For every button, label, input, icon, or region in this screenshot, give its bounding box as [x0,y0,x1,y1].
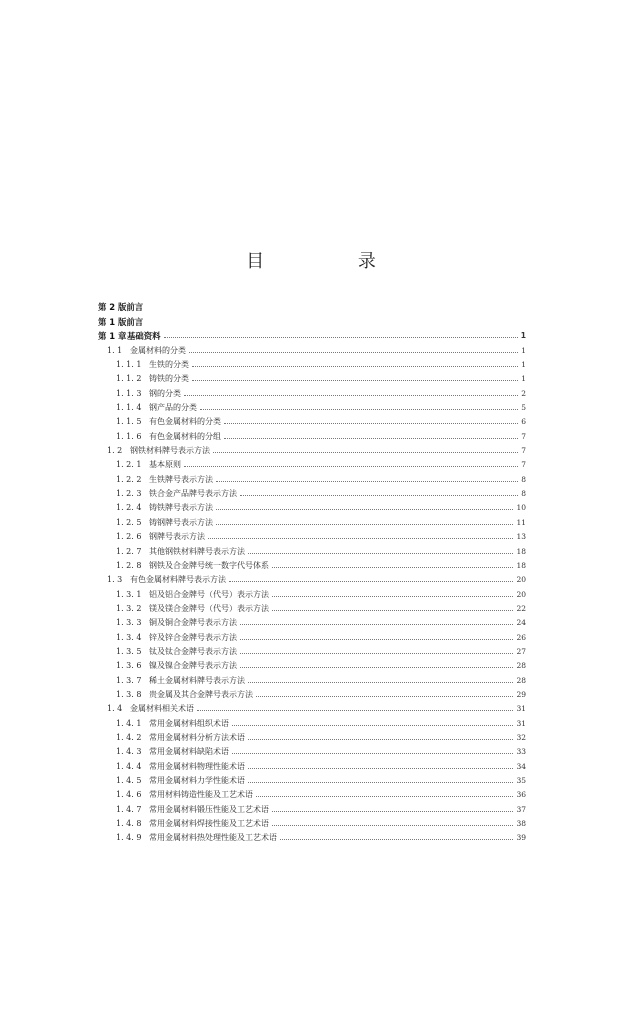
toc-entry-title: 基础资料 [127,330,161,341]
toc-entry-page: 2 [521,388,526,398]
toc-entry-title: 钛及钛合金牌号表示方法 [149,646,237,656]
dot-leader [272,596,513,597]
dot-leader [272,825,513,826]
toc-entry-title: 基本原则 [149,460,181,470]
toc-entry-number: 1. 3. 6 [116,661,142,671]
toc-entry-title: 铁合金产品牌号表示方法 [149,489,237,499]
dot-leader [240,667,513,668]
toc-subsection[interactable] [98,530,526,544]
toc-subsection[interactable] [98,773,526,787]
toc-entry-page: 11 [516,517,526,527]
toc-entry-page: 32 [516,732,526,742]
dot-leader [256,696,513,697]
dot-leader [280,839,513,840]
toc-entry-number: 1. 3. 3 [116,618,142,628]
toc-entry-page: 38 [516,819,526,829]
toc-entry-page: 7 [521,460,526,470]
toc-subsection[interactable] [98,716,526,730]
toc-entry-page: 13 [516,532,526,542]
toc-entry-title: 钢铁材料牌号表示方法 [130,446,210,456]
dot-leader [240,639,513,640]
toc-entry-page: 8 [521,474,526,484]
toc-subsection[interactable] [98,616,526,630]
toc-entry-page: 10 [516,503,526,513]
toc-entry-number: 1. 4. 7 [116,804,142,814]
front-matter-preface-1[interactable]: 第 1 版前言 [98,316,144,327]
toc-entry-number: 1. 1. 5 [116,417,142,427]
toc-entry-title: 生铁牌号表示方法 [149,474,213,484]
dot-leader [208,538,513,539]
toc-entry-title: 铸铁牌号表示方法 [149,503,213,513]
dot-leader [192,366,518,367]
toc-entry-page: 20 [516,589,526,599]
toc-entry-title: 锌及锌合金牌号表示方法 [149,632,237,642]
dot-leader [164,337,518,338]
dot-leader [272,567,513,568]
toc-subsection[interactable] [98,400,526,414]
toc-entry-number: 1. 2. 1 [116,460,142,470]
toc-entry-number: 1. 1. 4 [116,403,142,413]
toc-subsection[interactable] [98,515,526,529]
dot-leader [240,624,513,625]
toc-entry-page: 31 [516,704,526,714]
toc-entry-title: 金属材料相关术语 [130,704,194,714]
toc-entry-page: 29 [516,689,526,699]
toc-entry-page: 18 [516,560,526,570]
toc-subsection[interactable] [98,644,526,658]
toc-entry-number: 1. 2. 2 [116,474,142,484]
toc-entry-page: 1 [521,360,526,370]
toc-subsection[interactable] [98,831,526,845]
toc-entry-page: 31 [516,718,526,728]
dot-leader [216,524,513,525]
dot-leader [272,610,513,611]
toc-entry-page: 20 [516,575,526,585]
toc-entry-title: 有色金属材料的分类 [149,417,221,427]
dot-leader [216,509,513,510]
toc-entry-title: 常用金属材料组织术语 [149,718,229,728]
toc-entry-page: 36 [516,790,526,800]
dot-leader [224,438,518,439]
toc-entry-number: 1. 4. 2 [116,732,142,742]
dot-leader [248,768,513,769]
toc-entry-page: 6 [521,417,526,427]
toc-entry-page: 35 [516,776,526,786]
toc-subsection[interactable] [98,673,526,687]
toc-entry-title: 金属材料的分类 [130,345,186,355]
toc-entry-page: 37 [516,804,526,814]
toc-chapter[interactable] [98,329,526,343]
toc-entry-page: 28 [516,675,526,685]
toc-entry-number: 1. 1. 1 [116,360,142,370]
front-matter-preface-2[interactable]: 第 2 版前言 [98,302,144,313]
toc-entry-number: 1. 3. 1 [116,589,142,599]
toc-entry-number: 1. 1. 2 [116,374,142,384]
toc-subsection[interactable] [98,816,526,830]
toc-entry-title: 钢牌号表示方法 [149,532,205,542]
toc-entry-title: 常用金属材料焊接性能及工艺术语 [149,819,269,829]
toc-subsection[interactable] [98,687,526,701]
dot-leader [240,495,518,496]
toc-entry-number: 1. 3. 8 [116,689,142,699]
toc-entry-page: 24 [516,618,526,628]
dot-leader [184,466,518,467]
toc-subsection[interactable] [98,788,526,802]
toc-entry-number: 1. 2. 3 [116,489,142,499]
toc-entry-title: 贵金属及其合金牌号表示方法 [149,689,253,699]
toc-entry-title: 铜及铜合金牌号表示方法 [149,618,237,628]
toc-entry-page: 8 [521,489,526,499]
toc-entry-number: 1. 4. 4 [116,761,142,771]
toc-subsection[interactable] [98,386,526,400]
toc-section[interactable] [98,443,526,457]
toc-entry-title: 常用材料铸造性能及工艺术语 [149,790,253,800]
toc-entry-title: 有色金属材料的分组 [149,431,221,441]
toc-subsection[interactable] [98,730,526,744]
toc-entry-title: 钢的分类 [149,388,181,398]
dot-leader [248,739,513,740]
page-title: 目 录 [246,251,420,272]
dot-leader [200,409,518,410]
toc-entry-page: 27 [516,646,526,656]
toc-entry-page: 5 [521,403,526,413]
toc-subsection[interactable] [98,587,526,601]
toc-entry-title: 铝及铝合金牌号（代号）表示方法 [149,589,269,599]
toc-entry-number: 1. 3. 5 [116,646,142,656]
toc-entry-title: 钢产品的分类 [149,403,197,413]
toc-subsection[interactable] [98,472,526,486]
toc-entry-page: 39 [516,833,526,843]
toc-entry-title: 铸铁的分类 [149,374,189,384]
dot-leader [197,710,513,711]
toc-entry-number: 1. 3. 7 [116,675,142,685]
toc-entry-title: 镍及镍合金牌号表示方法 [149,661,237,671]
toc-entry-number: 1. 2. 6 [116,532,142,542]
toc-entry-number: 第 1 章 [98,330,127,341]
toc-entry-title: 常用金属材料物理性能术语 [149,761,245,771]
toc-entry-number: 1. 3. 4 [116,632,142,642]
toc-entry-title: 生铁的分类 [149,360,189,370]
dot-leader [248,553,513,554]
toc-entry-page: 26 [516,632,526,642]
toc-entry-number: 1. 4. 3 [116,747,142,757]
toc-subsection[interactable] [98,601,526,615]
toc-entry-page: 7 [521,446,526,456]
toc-entry-title: 稀土金属材料牌号表示方法 [149,675,245,685]
toc-entries [98,329,526,845]
toc-entry-title: 有色金属材料牌号表示方法 [130,575,226,585]
toc-entry-title: 常用金属材料力学性能术语 [149,776,245,786]
toc-entry-title: 其他钢铁材料牌号表示方法 [149,546,245,556]
toc-subsection[interactable] [98,558,526,572]
toc-entry-page: 1 [521,374,526,384]
toc-entry-number: 1. 4. 8 [116,819,142,829]
dot-leader [272,811,513,812]
dot-leader [248,782,513,783]
toc-entry-page: 22 [516,603,526,613]
dot-leader [229,581,513,582]
toc-subsection[interactable] [98,429,526,443]
toc-subsection[interactable] [98,759,526,773]
toc-entry-page: 7 [521,431,526,441]
toc-entry-number: 1. 1 [107,345,123,355]
toc-entry-title: 钢铁及合金牌号统一数字代号体系 [149,560,269,570]
toc-entry-title: 常用金属材料分析方法术语 [149,732,245,742]
toc-entry-number: 1. 4. 6 [116,790,142,800]
toc-entry-page: 28 [516,661,526,671]
toc-entry-number: 1. 4. 1 [116,718,142,728]
toc-section[interactable] [98,343,526,357]
toc-subsection[interactable] [98,501,526,515]
dot-leader [240,653,513,654]
dot-leader [232,725,513,726]
toc-section[interactable] [98,573,526,587]
toc-subsection[interactable] [98,486,526,500]
toc-entry-page: 33 [516,747,526,757]
toc-subsection[interactable] [98,357,526,371]
toc-entry-page: 1 [520,331,526,341]
toc-entry-page: 18 [516,546,526,556]
toc-entry-number: 1. 1. 6 [116,431,142,441]
dot-leader [216,481,518,482]
toc-entry-title: 镁及镁合金牌号（代号）表示方法 [149,603,269,613]
toc-subsection[interactable] [98,802,526,816]
toc-subsection[interactable] [98,745,526,759]
dot-leader [224,423,518,424]
toc-entry-page: 34 [516,761,526,771]
dot-leader [256,796,513,797]
toc-subsection[interactable] [98,630,526,644]
toc-entry-page: 1 [521,345,526,355]
toc-entry-number: 1. 2. 4 [116,503,142,513]
toc-subsection[interactable] [98,659,526,673]
toc-entry-title: 常用金属材料热处理性能及工艺术语 [149,833,277,843]
toc-entry-number: 1. 2. 7 [116,546,142,556]
dot-leader [189,352,518,353]
table-of-contents [98,300,526,845]
toc-section[interactable] [98,702,526,716]
toc-entry-title: 常用金属材料锻压性能及工艺术语 [149,804,269,814]
toc-entry-number: 1. 3 [107,575,123,585]
dot-leader [248,682,513,683]
toc-entry-number: 1. 2 [107,446,123,456]
dot-leader [184,395,518,396]
toc-subsection[interactable] [98,544,526,558]
toc-subsection[interactable] [98,372,526,386]
toc-entry-number: 1. 2. 8 [116,560,142,570]
toc-entry-number: 1. 2. 5 [116,517,142,527]
toc-subsection[interactable] [98,415,526,429]
toc-subsection[interactable] [98,458,526,472]
toc-entry-number: 1. 4 [107,704,123,714]
toc-entry-number: 1. 3. 2 [116,603,142,613]
toc-entry-title: 常用金属材料缺陷术语 [149,747,229,757]
dot-leader [232,753,513,754]
toc-entry-number: 1. 4. 9 [116,833,142,843]
toc-entry-title: 铸钢牌号表示方法 [149,517,213,527]
toc-entry-number: 1. 1. 3 [116,388,142,398]
dot-leader [213,452,518,453]
toc-entry-number: 1. 4. 5 [116,776,142,786]
dot-leader [192,380,518,381]
